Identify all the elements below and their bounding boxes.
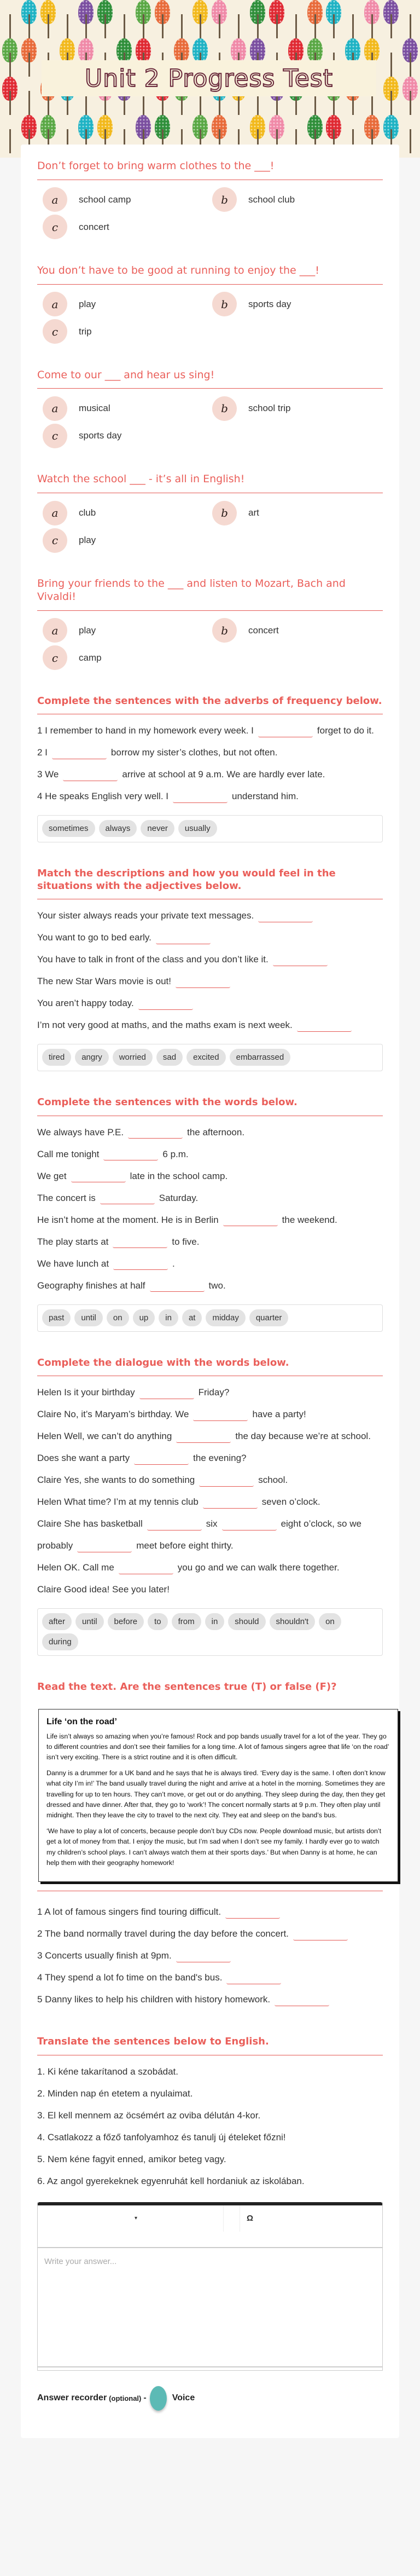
option-label: play [79, 625, 96, 636]
dialogue-line [37, 1557, 383, 1579]
answer-blank[interactable] [103, 1148, 158, 1160]
tree-icon [20, 38, 38, 77]
sentence-list [37, 899, 383, 1036]
option-letter-badge: c [43, 319, 67, 344]
word-chip[interactable]: during [42, 1633, 78, 1650]
tree-icon [401, 77, 419, 115]
word-chip[interactable]: never [141, 820, 174, 837]
answer-blank[interactable] [273, 954, 328, 966]
tree-icon [173, 0, 190, 38]
mc-question [37, 261, 383, 344]
hungarian-sentence: 6. Az angol gyerekeknek egyenruhát kell hordaniuk az iskolában. [37, 2175, 305, 2186]
word-bank [37, 1304, 383, 1332]
question-title: Translate the sentences below to English. [37, 2032, 383, 2055]
statement-text: 4 They spend a lot fo time on the band's bus. [37, 1972, 223, 1983]
option-label: musical [79, 403, 110, 414]
tree-icon [154, 0, 171, 38]
sentence-text: Call me tonight [37, 1148, 100, 1159]
answer-textarea[interactable] [38, 2248, 382, 2367]
sentence-text: Geography finishes at half [37, 1280, 145, 1291]
sentence-text: 3 We [37, 769, 59, 779]
sentence-text: borrow my sister’s clothes, but not often. [110, 747, 278, 758]
question-title: Don’t forget to bring warm clothes to the ___! [37, 157, 383, 180]
voice-label: Voice [172, 2393, 195, 2403]
tree-icon [382, 38, 400, 77]
answer-blank[interactable] [176, 976, 230, 988]
question-title: Watch the school ___ - it’s all in English! [37, 470, 383, 493]
word-chip[interactable]: from [172, 1613, 201, 1630]
statement-text: 1 A lot of famous singers find touring difficult. [37, 1907, 221, 1917]
tree-icon [382, 77, 400, 115]
question-title: You don’t have to be good at running to enjoy the ___! [37, 261, 383, 285]
sentence [37, 785, 383, 807]
recorder-dash: - [143, 2393, 147, 2403]
answer-blank[interactable] [176, 1950, 231, 1962]
word-chip[interactable]: past [42, 1309, 71, 1326]
sentence-text: The play starts at [37, 1236, 109, 1247]
format-dropdown[interactable] [38, 2205, 224, 2232]
word-chip[interactable]: sometimes [42, 820, 95, 837]
answer-blank[interactable] [71, 1170, 126, 1182]
sentence [37, 1253, 383, 1275]
tree-icon [211, 0, 228, 38]
word-chip[interactable]: at [182, 1309, 202, 1326]
special-character-button[interactable] [240, 2205, 253, 2232]
option-b[interactable] [212, 619, 382, 643]
answer-blank[interactable] [203, 1497, 258, 1509]
answer-recorder [37, 2386, 383, 2411]
sentence-text: He isn’t home at the moment. He is in Berlin [37, 1214, 219, 1225]
option-label: art [248, 507, 259, 518]
statement-text: 3 Concerts usually finish at 9pm. [37, 1950, 172, 1961]
tree-icon [230, 0, 247, 38]
reading-section [37, 1678, 389, 2011]
option-letter-badge: b [212, 618, 237, 643]
options-grid [37, 493, 383, 552]
option-c[interactable] [43, 528, 212, 552]
tree-icon [135, 0, 152, 38]
answer-blank[interactable] [138, 998, 193, 1010]
word-chip[interactable]: before [108, 1613, 144, 1630]
option-label: club [79, 507, 96, 518]
tree-icon [77, 0, 95, 38]
dialogue-text: Friday? [198, 1387, 230, 1397]
sentence-text: Your sister always reads your private text messages. [37, 910, 254, 921]
dialogue-text: meet before eight thirty. [136, 1540, 234, 1551]
sentence-text: We have lunch at [37, 1258, 109, 1269]
mc-question [37, 157, 383, 239]
option-b[interactable] [212, 292, 382, 316]
reading-text-title: Life ‘on the road’ [46, 1717, 117, 1726]
tree-icon [401, 38, 419, 77]
sentence [37, 1187, 383, 1209]
sentence [37, 764, 383, 785]
option-letter-badge: b [212, 501, 237, 525]
word-chip[interactable]: always [99, 820, 137, 837]
sentence-text: Saturday. [159, 1192, 199, 1203]
dialogue-text: Claire No, it’s Maryam’s birthday. We [37, 1409, 189, 1419]
hungarian-sentence: 5. Nem kéne fagyit enned, amikor beteg vagy. [37, 2153, 226, 2164]
sentence-text: the weekend. [282, 1214, 337, 1225]
option-a[interactable] [43, 188, 212, 212]
dialogue-line [37, 1513, 383, 1557]
option-letter-badge: a [43, 618, 67, 643]
sentence [37, 927, 383, 949]
option-label: sports day [79, 430, 122, 441]
answer-blank[interactable] [139, 1387, 194, 1399]
sentence-text: We always have P.E. [37, 1127, 124, 1137]
sentence-text: understand him. [232, 791, 299, 801]
option-label: camp [79, 652, 102, 663]
answer-blank[interactable] [128, 1127, 183, 1139]
answer-blank[interactable] [199, 1475, 254, 1487]
option-letter-badge: b [212, 187, 237, 212]
tree-icon [287, 0, 305, 38]
tree-icon [20, 77, 38, 115]
word-chip[interactable]: midday [206, 1309, 245, 1326]
answer-blank[interactable] [119, 1562, 173, 1574]
answer-blank[interactable] [52, 747, 107, 759]
word-chip[interactable]: up [133, 1309, 155, 1326]
option-letter-badge: c [43, 528, 67, 553]
answer-blank[interactable] [258, 725, 313, 737]
tree-icon [191, 0, 209, 38]
word-chip[interactable]: excited [186, 1049, 226, 1066]
question-title: Complete the sentences with the adverbs of frequency below. [37, 692, 383, 715]
option-letter-badge: c [43, 215, 67, 239]
answer-blank[interactable] [63, 769, 118, 781]
dialogue-text: Helen OK. Call me [37, 1562, 114, 1573]
question-title: Match the descriptions and how you would feel in the situations with the adjectives below. [37, 864, 383, 899]
rich-text-editor [37, 2202, 383, 2371]
dialogue-text: Helen Is it your birthday [37, 1387, 135, 1397]
option-label: school camp [79, 194, 131, 205]
sentence-text: The concert is [37, 1192, 96, 1203]
option-letter-badge: a [43, 396, 67, 421]
tree-icon [1, 38, 19, 77]
answer-blank[interactable] [293, 1928, 348, 1940]
word-chip[interactable]: to [148, 1613, 168, 1630]
answer-blank[interactable] [297, 1020, 352, 1032]
option-label: concert [79, 221, 109, 232]
sentence-text: the afternoon. [187, 1127, 245, 1137]
answer-blank[interactable] [100, 1192, 155, 1204]
sentence [37, 1165, 383, 1187]
dialogue-text: school. [258, 1475, 288, 1485]
option-c[interactable] [43, 215, 212, 239]
dialogue-line [37, 1403, 383, 1425]
dialogue-text: Helen What time? I’m at my tennis club [37, 1497, 199, 1507]
multiple-choice-questions [37, 157, 383, 670]
chevron-down-icon: ▾ [134, 2215, 138, 2222]
answer-blank[interactable] [176, 1431, 231, 1443]
tree-icon [325, 0, 342, 38]
toolbar-separator [224, 2205, 240, 2232]
reading-paragraph: Life isn’t always so amazing when you’re famous! Rock and pop bands usually travel for a lot of the year. They go to different countries and don’t see their families for a long time. A lot of famous singers agree that life ‘on the road’ isn’t very exciting. There is a strict routine and it is often difficult. [46, 1732, 389, 1761]
word-chip[interactable]: shouldn't [270, 1613, 316, 1630]
tree-icon [306, 0, 324, 38]
dialogue-text: the day because we’re at school. Does she want a party [37, 1431, 371, 1463]
sentence [37, 742, 383, 764]
option-a[interactable] [43, 501, 212, 525]
adjectives-section [37, 864, 383, 1071]
option-label: school club [248, 194, 295, 205]
dialogue-text: seven o’clock. [261, 1497, 320, 1507]
mc-question [37, 470, 383, 552]
options-grid [37, 611, 383, 670]
true-false-statement [37, 1923, 383, 1945]
answer-blank[interactable] [173, 791, 228, 803]
mc-question [37, 574, 383, 670]
answer-blank[interactable] [156, 932, 211, 944]
tree-icon [115, 0, 133, 38]
sentence-list [37, 714, 383, 807]
omega-icon: Ω [247, 2214, 254, 2223]
word-chip[interactable]: embarrassed [230, 1049, 291, 1066]
answer-blank[interactable] [113, 1258, 168, 1270]
option-letter-badge: a [43, 187, 67, 212]
answer-blank[interactable] [150, 1280, 205, 1292]
recorder-optional: (optional) [109, 2394, 142, 2402]
word-chip[interactable]: worried [113, 1049, 153, 1066]
sentence-list [37, 1116, 383, 1297]
sentence [37, 720, 383, 742]
sentence [37, 992, 383, 1014]
option-letter-badge: a [43, 292, 67, 316]
word-chip[interactable]: on [319, 1613, 341, 1630]
sentence-list [37, 2055, 383, 2192]
header-banner [0, 0, 420, 158]
sentence-text: You want to go to bed early. [37, 932, 151, 943]
option-b[interactable] [212, 501, 382, 525]
sentence-text: forget to do it. [317, 725, 374, 736]
option-letter-badge: c [43, 424, 67, 448]
option-letter-badge: b [212, 292, 237, 316]
translate-section [37, 2032, 383, 2411]
sentence-text: . [172, 1258, 175, 1269]
sentence-text: arrive at school at 9 a.m. We are hardly ever late. [122, 769, 325, 779]
sentence [37, 1143, 383, 1165]
tree-icon [59, 0, 76, 38]
question-title: Complete the dialogue with the words below. [37, 1354, 383, 1377]
word-chip[interactable]: in [159, 1309, 178, 1326]
option-a[interactable] [43, 619, 212, 643]
dialogue-line [37, 1382, 383, 1403]
option-letter-badge: c [43, 645, 67, 670]
tree-icon [363, 0, 381, 38]
sentence-text: The new Star Wars movie is out! [37, 976, 172, 986]
option-label: concert [248, 625, 279, 636]
sentence-text: You have to talk in front of the class and you don’t like it. [37, 954, 269, 964]
option-c[interactable] [43, 320, 212, 344]
word-bank [37, 1044, 383, 1071]
sentence [37, 905, 383, 927]
option-letter-badge: a [43, 501, 67, 525]
tree-icon [96, 0, 114, 38]
answer-blank[interactable] [193, 1409, 248, 1421]
sentence [37, 1231, 383, 1253]
dialogue-text: Claire She has basketball [37, 1518, 143, 1529]
answer-blank[interactable] [222, 1518, 277, 1530]
answer-blank[interactable] [77, 1540, 132, 1552]
option-a[interactable] [43, 396, 212, 420]
true-false-statement [37, 1989, 383, 2011]
hungarian-sentence: 2. Minden nap én etetem a nyulaimat. [37, 2088, 193, 2099]
word-chip[interactable]: after [42, 1613, 72, 1630]
sentence [37, 1014, 383, 1036]
sentence-text: 6 p.m. [162, 1148, 189, 1159]
tree-icon [1, 115, 19, 153]
sentence [37, 1275, 383, 1297]
tree-icon [344, 0, 361, 38]
answer-blank[interactable] [223, 1214, 278, 1226]
dialogue-text: six [206, 1518, 218, 1529]
tree-icon [39, 0, 57, 38]
options-grid [37, 389, 383, 448]
option-label: play [79, 298, 96, 309]
reading-paragraph: Danny is a drummer for a UK band and he says that he is always tired. ‘Every day is the same. I often don’t know what city I’m in!’ The band usually travel during the night and arrive at a hotel in the morning. Sometimes they are travelling for up to ten hours. They can’t move, or get out or do anything. They sleep during the day, then they get dressed and have dinner. After that, they go to ‘work’! The concert normally starts at 9 p.m. They often play until midnight. Then they leave the city to travel to the next city. They eat and sleep on the band’s bus. [46, 1769, 386, 1820]
answer-blank[interactable] [226, 1972, 281, 1984]
tree-icon [382, 0, 400, 38]
statement-text: 2 The band normally travel during the day before the concert. [37, 1928, 289, 1939]
hungarian-sentence: 4. Csatlakozz a főző tanfolyamhoz és tanulj új ételeket főzni! [37, 2132, 286, 2142]
word-chip[interactable]: quarter [249, 1309, 289, 1326]
true-false-statement [37, 1967, 383, 1989]
dialogue-text: the evening? [193, 1453, 247, 1463]
option-c[interactable] [43, 646, 212, 670]
tree-icon [401, 115, 419, 153]
tree-icon [1, 77, 19, 115]
answer-blank[interactable] [258, 910, 313, 922]
word-chip[interactable]: angry [75, 1049, 109, 1066]
question-title: Complete the sentences with the words below. [37, 1093, 383, 1116]
adverbs-section [37, 692, 383, 843]
true-false-statement [37, 1901, 383, 1923]
word-chip[interactable]: should [228, 1613, 265, 1630]
tree-icon [20, 0, 38, 38]
dialogue-text: Claire Yes, she wants to do something [37, 1475, 195, 1485]
editor-toolbar [38, 2205, 382, 2248]
word-chip[interactable]: until [74, 1309, 103, 1326]
sentence-text: We get [37, 1170, 67, 1181]
options-grid [37, 180, 383, 239]
tree-row [0, 0, 420, 38]
record-voice-button[interactable] [150, 2386, 167, 2411]
dialogue-text: have a party! [252, 1409, 306, 1419]
answer-blank[interactable] [134, 1453, 189, 1465]
mc-question [37, 366, 383, 448]
dialogue-line [37, 1469, 383, 1491]
option-label: play [79, 535, 96, 545]
sentence-text: I’m not very good at maths, and the maths exam is next week. [37, 1020, 293, 1030]
reading-text-box [38, 1709, 398, 1882]
sentence-text: 4 He speaks English very well. I [37, 791, 168, 801]
options-grid [37, 285, 383, 344]
statement-text: 5 Danny likes to help his children with history homework. [37, 1994, 271, 2005]
word-chip[interactable]: in [205, 1613, 225, 1630]
tree-icon [249, 0, 266, 38]
question-title: Read the text. Are the sentences true (T) or false (F)? [37, 1681, 337, 1693]
hungarian-sentence: 3. El kell mennem az öcsémért az oviba délután 4-kor. [37, 2110, 261, 2121]
answer-blank[interactable] [147, 1518, 202, 1530]
answer-blank[interactable] [275, 1994, 329, 2006]
sentence-text: 1 I remember to hand in my homework every week. I [37, 725, 254, 736]
question-title: Bring your friends to the ___ and listen to Mozart, Bach and Vivaldi! [37, 574, 383, 611]
word-chip[interactable]: sad [156, 1049, 183, 1066]
dialogue-section [37, 1354, 383, 1656]
word-chip[interactable]: usually [178, 820, 217, 837]
sentence [37, 971, 383, 992]
statement-list [37, 1896, 383, 2011]
sentence-text: 2 I [37, 747, 48, 758]
dialogue-text: Claire Good idea! See you later! [37, 1584, 170, 1595]
option-c[interactable] [43, 424, 212, 448]
page-bottom-spacer [0, 2438, 420, 2471]
dialogue-line [37, 1425, 383, 1469]
dialogue-list [37, 1376, 383, 1601]
tree-icon [268, 0, 285, 38]
page-title: Unit 2 Progress Test [85, 64, 333, 93]
dialogue-text: you go and we can walk there together. [177, 1562, 340, 1573]
reading-paragraph: ‘We have to play a lot of concerts, because people don’t buy CDs now. People download music, but artists don’t get a lot of money from that. I enjoy the music, but I’m sad when I don’t see my family. I hardly ever go to watch my children’s school plays. I can’t always watch them at their sports days.’ But when Danny is at home, he can help them with their geography homework! [46, 1827, 382, 1867]
option-b[interactable] [212, 396, 382, 420]
hungarian-sentence: 1. Ki kéne takarítanod a szobádat. [37, 2066, 179, 2077]
option-a[interactable] [43, 292, 212, 316]
sentence [37, 949, 383, 971]
sentence [37, 1122, 383, 1143]
title-box [42, 60, 376, 96]
true-false-statement [37, 1945, 383, 1967]
sentence-text: two. [208, 1280, 226, 1291]
sentence-text: You aren’t happy today. [37, 998, 134, 1008]
option-label: trip [79, 326, 92, 337]
word-chip[interactable]: tired [42, 1049, 71, 1066]
dialogue-text: Helen Well, we can’t do anything [37, 1431, 172, 1441]
option-b[interactable] [212, 188, 382, 212]
word-bank [37, 1608, 383, 1656]
sentence [37, 1209, 383, 1231]
sentence-text: to five. [172, 1236, 200, 1247]
answer-blank[interactable] [225, 1907, 280, 1919]
word-bank [37, 815, 383, 842]
dialogue-line [37, 1579, 383, 1601]
option-label: school trip [248, 403, 291, 414]
option-letter-badge: b [212, 396, 237, 421]
option-label: sports day [248, 298, 291, 309]
sentence-text: late in the school camp. [130, 1170, 228, 1181]
word-chip[interactable]: on [107, 1309, 129, 1326]
dialogue-line [37, 1491, 383, 1513]
answer-blank[interactable] [113, 1236, 167, 1248]
prepositions-section [37, 1093, 383, 1332]
dialogue-text: eight o’clock, so we probably [37, 1518, 361, 1551]
recorder-label: Answer recorder [37, 2393, 107, 2403]
tree-icon [1, 0, 19, 38]
word-chip[interactable]: until [75, 1613, 104, 1630]
question-title: Come to our ___ and hear us sing! [37, 366, 383, 389]
worksheet-card [21, 145, 399, 2438]
tree-icon [401, 0, 419, 38]
